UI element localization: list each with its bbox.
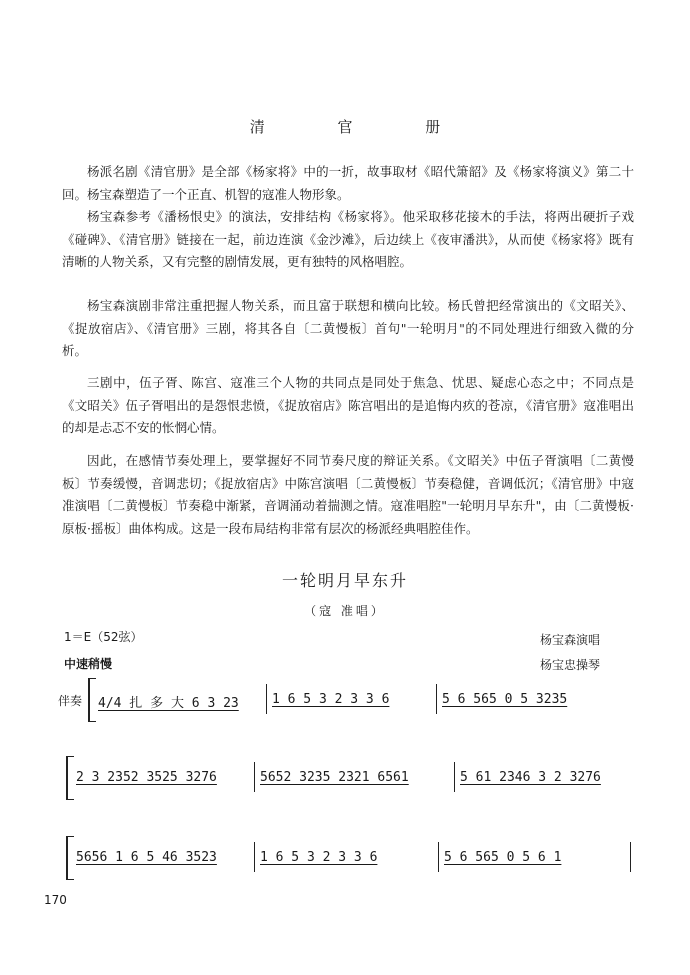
song-singer: （寇 准唱） [304, 604, 386, 618]
credit-fiddler: 杨宝忠操琴 [540, 658, 601, 672]
measure: 5 61 2346 3 2 3276 [460, 770, 601, 785]
system-bracket [66, 836, 74, 880]
page-number: 170 [44, 893, 67, 907]
tempo-marking: 中速稍慢 [64, 657, 113, 671]
barline [454, 762, 455, 792]
system-bracket [66, 756, 74, 800]
body-paragraph: 杨宝森参考《潘杨恨史》的演法，安排结构《杨家将》。他采取移花接木的手法，将两出硬折子戏《碰碑》、《清官册》链接在一起，前边连演《金沙滩》，后边续上《夜审潘洪》，从而使《杨家将》既有清晰的人物关系，又有完整的剧情发展，更有独特的风格唱腔。 [62, 209, 634, 269]
measure: 2 3 2352 3525 3276 [76, 770, 217, 785]
notation-line [58, 690, 638, 710]
barline [438, 842, 439, 872]
accompaniment-label: 伴奏 [58, 694, 83, 708]
measure: 1 6 5 3 2 3 3 6 [272, 692, 390, 707]
song-title: 一轮明月早东升 [281, 571, 408, 590]
barline [630, 842, 631, 872]
performer-credits [540, 628, 600, 678]
barline [266, 684, 267, 714]
body-paragraph: 杨派名剧《清官册》是全部《杨家将》中的一折，故事取材《昭代箫韶》及《杨家将演义》第二十回。杨宝森塑造了一个正直、机智的寇准人物形象。 [62, 164, 634, 202]
measure: 1 6 5 3 2 3 3 6 [260, 850, 378, 865]
body-paragraph: 因此，在感情节奏处理上，要掌握好不同节奏尺度的辩证关系。《文昭关》中伍子胥演唱〔二黄慢板〕节奏缓慢，音调悲切；《捉放宿店》中陈宫演唱〔二黄慢板〕节奏稳健，音调低沉；《清官册》中寇准演唱〔二黄慢板〕节奏稳中渐紧，音调涌动着揣测之情。寇准唱腔"一轮明月早东升"，由〔二黄慢板·原板·摇板〕曲体构成。这是一段布局结构非常有层次的杨派经典唱腔佳作。 [62, 453, 634, 536]
measure: 5652 3235 2321 6561 [260, 770, 409, 785]
body-paragraph: 三剧中，伍子胥、陈宫、寇准三个人物的共同点是同处于焦急、忧思、疑虑心态之中；不同点是《文昭关》伍子胥唱出的是怨恨悲愤，《捉放宿店》陈宫唱出的是追悔内疚的苍凉，《清官册》寇准唱出的却是忐忑不安的怅惘心情。 [62, 375, 634, 435]
measure: 4/4 扎 多 大 6 3 23 [98, 696, 239, 711]
credit-singer: 杨宝森演唱 [540, 633, 601, 647]
notation-line [58, 768, 638, 788]
barline [254, 842, 255, 872]
barline [436, 684, 437, 714]
body-paragraph: 杨宝森演剧非常注重把握人物关系，而且富于联想和横向比较。杨氏曾把经常演出的《文昭关》、《捉放宿店》、《清官册》三剧，将其各自〔二黄慢板〕首句"一轮明月"的不同处理进行细致入微的分析。 [62, 298, 634, 358]
measure: 5656 1 6 5 46 3523 [76, 850, 217, 865]
notation-line [58, 848, 638, 868]
barline [254, 762, 255, 792]
page-title: 清 官 册 [249, 118, 475, 136]
measure: 5 6 565 0 5 6 1 [444, 850, 562, 865]
system-bracket [88, 678, 96, 722]
key-signature: 1＝E（52弦） [64, 630, 143, 644]
measure: 5 6 565 0 5 3235 [442, 692, 568, 707]
